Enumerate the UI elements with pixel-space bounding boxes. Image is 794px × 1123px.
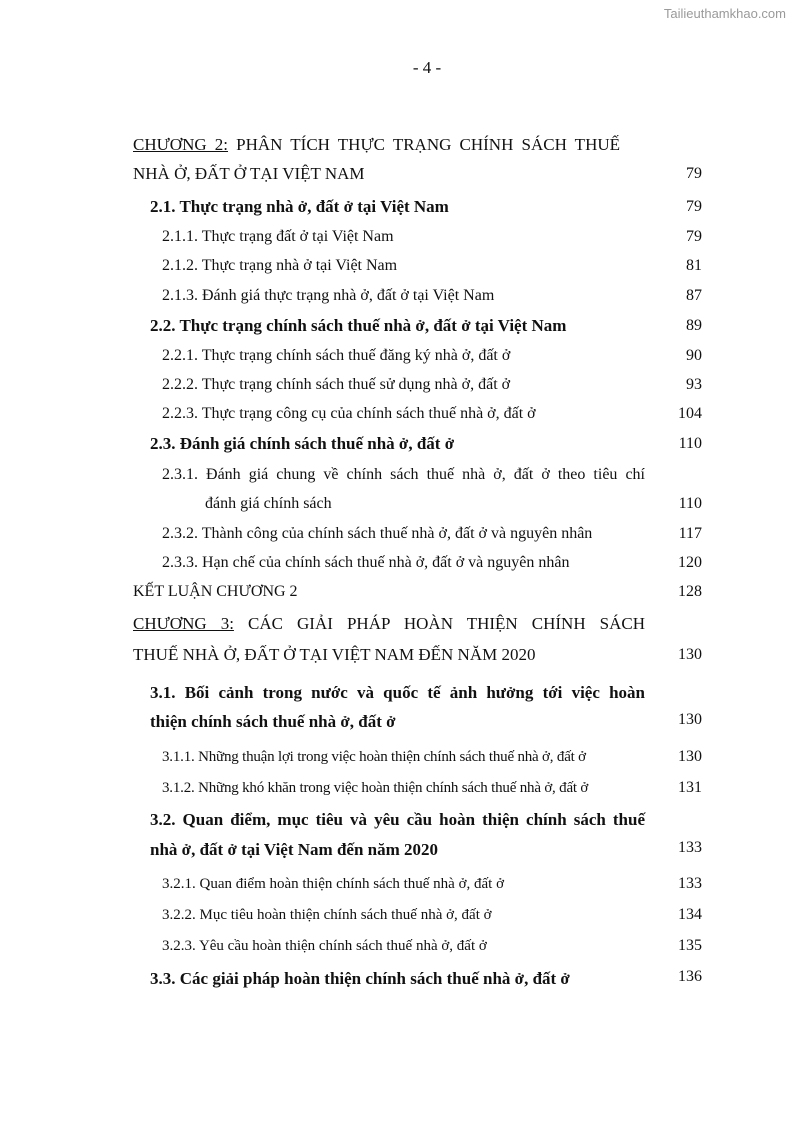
toc-entry-2-1-2[interactable]: 2.1.2. Thực trạng nhà ở tại Việt Nam — [162, 257, 398, 274]
chapter-title: PHÂN TÍCH THỰC TRẠNG CHÍNH SÁCH THUẾ — [228, 135, 621, 154]
toc-entry-2-2-3[interactable]: 2.2.3. Thực trạng công cụ của chính sách thuế nhà ở, đất ở — [162, 405, 536, 422]
toc-entry-2-3-1-line-1[interactable]: 2.3.1. Đánh giá chung về chính sách thuế nhà ở, đất ở theo tiêu chí — [162, 466, 645, 483]
toc-entry-conclusion-2[interactable]: KẾT LUẬN CHƯƠNG 2 — [133, 583, 298, 600]
toc-entry-2-1-1[interactable]: 2.1.1. Thực trạng đất ở tại Việt Nam — [162, 228, 394, 245]
toc-page-number: 93 — [686, 376, 702, 393]
toc-page-number: 104 — [678, 405, 702, 422]
toc-page-number: 110 — [678, 495, 702, 512]
toc-entry-2-2-2[interactable]: 2.2.2. Thực trạng chính sách thuế sử dụng nhà ở, đất ở — [162, 376, 511, 393]
toc-entry-3-1-2[interactable]: 3.1.2. Những khó khăn trong việc hoàn thiện chính sách thuế nhà ở, đất ở — [162, 780, 589, 796]
toc-entry-3-2-3[interactable]: 3.2.3. Yêu cầu hoàn thiện chính sách thuế nhà ở, đất ở — [162, 938, 487, 954]
toc-entry-2-3-3[interactable]: 2.3.3. Hạn chế của chính sách thuế nhà ở, đất ở và nguyên nhân — [162, 554, 570, 571]
toc-entry-3-2-line-2[interactable]: nhà ở, đất ở tại Việt Nam đến năm 2020 — [150, 840, 439, 859]
toc-page-number: 133 — [678, 875, 702, 892]
toc-entry-3-2-2[interactable]: 3.2.2. Mục tiêu hoàn thiện chính sách thuế nhà ở, đất ở — [162, 907, 492, 923]
toc-page-number: 110 — [678, 435, 702, 452]
toc-page-number: 131 — [678, 779, 702, 796]
toc-page-number: 128 — [678, 583, 702, 600]
toc-entry-2-3-1-line-2[interactable]: đánh giá chính sách — [205, 495, 332, 512]
page-number: - 4 - — [412, 58, 442, 77]
toc-page-number: 136 — [678, 968, 702, 985]
toc-page-number: 134 — [678, 906, 702, 923]
chapter-label: CHƯƠNG 3: — [133, 614, 234, 633]
toc-page-number: 90 — [686, 347, 702, 364]
chapter-title: CÁC GIẢI PHÁP HOÀN THIỆN CHÍNH SÁCH — [233, 614, 646, 633]
toc-entry-2-1[interactable]: 2.1. Thực trạng nhà ở, đất ở tại Việt Nam — [150, 197, 449, 216]
toc-entry-2-3[interactable]: 2.3. Đánh giá chính sách thuế nhà ở, đất ở — [150, 434, 455, 453]
toc-page-number: 87 — [686, 287, 702, 304]
toc-entry-3-1-1[interactable]: 3.1.1. Những thuận lợi trong việc hoàn thiện chính sách thuế nhà ở, đất ở — [162, 749, 586, 765]
toc-entry-3-3[interactable]: 3.3. Các giải pháp hoàn thiện chính sách thuế nhà ở, đất ở — [150, 969, 570, 988]
toc-page-number: 79 — [686, 198, 702, 215]
toc-page-number: 79 — [686, 165, 702, 182]
toc-page-number: 120 — [678, 554, 702, 571]
watermark: Tailieuthamkhao.com — [663, 6, 786, 21]
toc-chapter-2-line-2[interactable]: NHÀ Ở, ĐẤT Ở TẠI VIỆT NAM — [133, 164, 365, 183]
toc-page-number: 81 — [686, 257, 702, 274]
toc-page-number: 130 — [678, 711, 702, 728]
toc-page-number: 130 — [678, 646, 702, 663]
toc-entry-3-1-line-1[interactable]: 3.1. Bối cảnh trong nước và quốc tế ảnh hưởng tới việc hoàn — [150, 683, 645, 702]
toc-entry-3-1-line-2[interactable]: thiện chính sách thuế nhà ở, đất ở — [150, 712, 396, 731]
toc-chapter-3-line-1[interactable] — [133, 614, 645, 634]
toc-chapter-2-line-1[interactable] — [133, 135, 620, 155]
toc-page-number: 133 — [678, 839, 702, 856]
toc-entry-2-1-3[interactable]: 2.1.3. Đánh giá thực trạng nhà ở, đất ở tại Việt Nam — [162, 287, 495, 304]
toc-entry-3-2-line-1[interactable]: 3.2. Quan điểm, mục tiêu và yêu cầu hoàn thiện chính sách thuế — [150, 810, 645, 829]
chapter-label: CHƯƠNG 2: — [133, 135, 229, 154]
toc-chapter-3-line-2[interactable]: THUẾ NHÀ Ở, ĐẤT Ở TẠI VIỆT NAM ĐẾN NĂM 2020 — [133, 645, 536, 664]
toc-page-number: 135 — [678, 937, 702, 954]
toc-page-number: 130 — [678, 748, 702, 765]
toc-entry-2-2-1[interactable]: 2.2.1. Thực trạng chính sách thuế đăng ký nhà ở, đất ở — [162, 347, 511, 364]
toc-entry-3-2-1[interactable]: 3.2.1. Quan điểm hoàn thiện chính sách thuế nhà ở, đất ở — [162, 876, 505, 892]
toc-entry-2-3-2[interactable]: 2.3.2. Thành công của chính sách thuế nhà ở, đất ở và nguyên nhân — [162, 525, 593, 542]
toc-page-number: 117 — [678, 525, 702, 542]
toc-entry-2-2[interactable]: 2.2. Thực trạng chính sách thuế nhà ở, đất ở tại Việt Nam — [150, 316, 567, 335]
toc-page-number: 89 — [686, 317, 702, 334]
toc-page-number: 79 — [686, 228, 702, 245]
